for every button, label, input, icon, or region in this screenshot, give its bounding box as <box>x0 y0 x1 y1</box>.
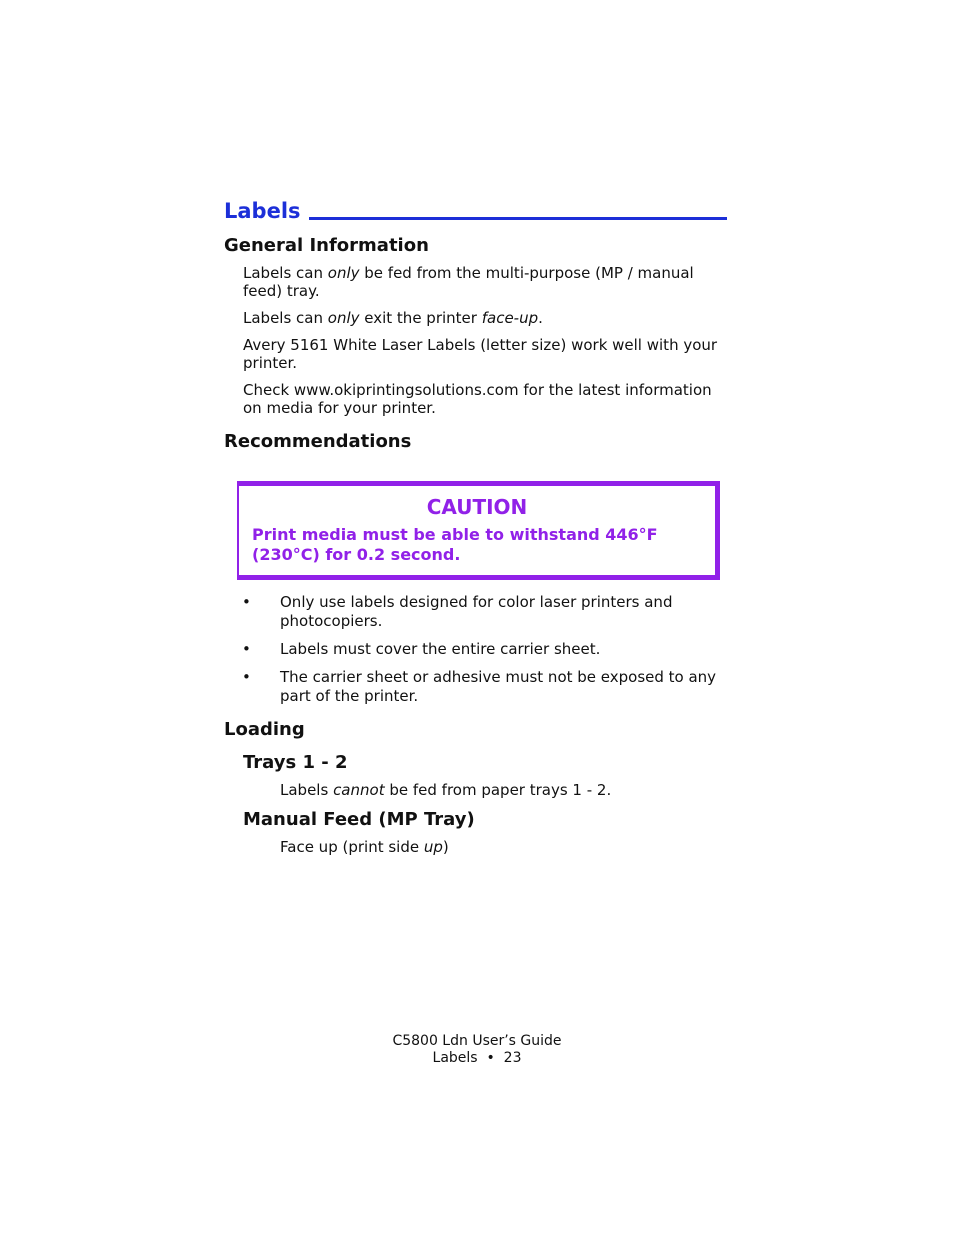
general-information-heading: General Information <box>224 235 429 256</box>
general-paragraph-2: Labels can only exit the printer face-up. <box>243 309 543 327</box>
caution-title: CAUTION <box>426 495 528 519</box>
caution-box <box>234 481 720 580</box>
list-item: The carrier sheet or adhesive must not be exposed to any part of the printer. <box>280 668 717 705</box>
title-rule <box>309 217 727 220</box>
loading-heading: Loading <box>224 719 305 740</box>
caution-text: Print media must be able to withstand 446°F (230°C) for 0.2 second. <box>252 525 658 564</box>
general-paragraph-3: Avery 5161 White Laser Labels (letter size) work well with your printer. <box>243 336 718 372</box>
footer-page-info: Labels • 23 <box>432 1050 522 1066</box>
list-item: Only use labels designed for color laser printers and photocopiers. <box>280 593 673 630</box>
page-number: 23 <box>503 1050 522 1066</box>
trays-text: Labels cannot be fed from paper trays 1 - 2. <box>280 781 612 799</box>
general-paragraph-1: Labels can only be fed from the multi-purpose (MP / manual feed) tray. <box>243 264 694 300</box>
manual-feed-text: Face up (print side up) <box>280 838 449 856</box>
general-paragraph-4: Check www.okiprintingsolutions.com for the latest information on media for your printer. <box>243 381 712 417</box>
footer-guide-title: C5800 Ldn User’s Guide <box>392 1033 562 1049</box>
bullet-icon: • <box>242 668 251 686</box>
manual-feed-heading: Manual Feed (MP Tray) <box>243 809 475 830</box>
bullet-icon: • <box>242 640 251 658</box>
list-item: Labels must cover the entire carrier sheet. <box>280 640 601 658</box>
trays-heading: Trays 1 - 2 <box>243 752 348 773</box>
bullet-icon: • <box>242 593 251 611</box>
recommendations-heading: Recommendations <box>224 431 412 452</box>
footer-separator: • <box>486 1050 495 1066</box>
section-title: Labels <box>224 199 301 223</box>
